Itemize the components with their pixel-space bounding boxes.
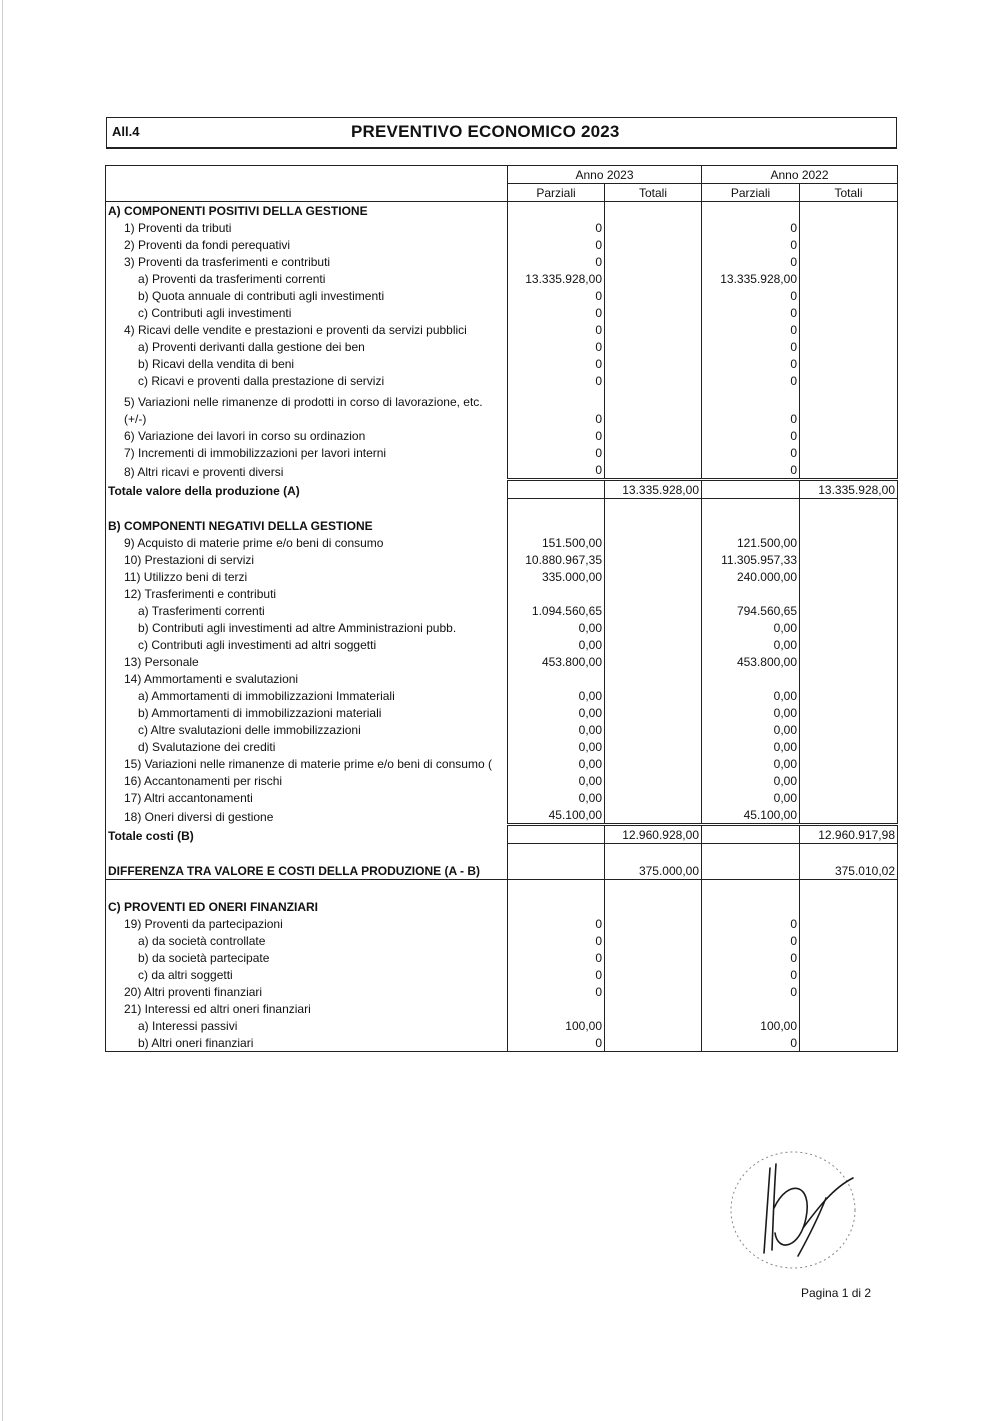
cell-totali-2022: [800, 619, 898, 636]
row-label: b) Quota annuale di contributi agli investimenti: [106, 287, 508, 304]
table-row: [106, 219, 898, 236]
budget-table: [105, 165, 898, 1052]
cell-parziali-2023: 0: [508, 287, 605, 304]
table-row: [106, 670, 898, 687]
spacer-row: [106, 880, 898, 899]
cell-totali-2023: [605, 270, 702, 287]
row-label: c) Contributi agli investimenti ad altri soggetti: [106, 636, 508, 653]
cell-parziali-2022: 0: [702, 966, 800, 983]
cell-totali-2023: [605, 372, 702, 389]
cell-totali-2022: [800, 338, 898, 355]
section-heading: B) COMPONENTI NEGATIVI DELLA GESTIONE: [106, 517, 508, 534]
cell-parziali-2023: 0: [508, 321, 605, 338]
year-header-row: [106, 166, 898, 184]
row-label: b) Ricavi della vendita di beni: [106, 355, 508, 372]
cell-parziali-2022: 0,00: [702, 619, 800, 636]
cell-parziali-2022: 0: [702, 219, 800, 236]
row-label: a) Proventi da trasferimenti correnti: [106, 270, 508, 287]
cell-parziali-2022: [702, 389, 800, 410]
table-row: [106, 270, 898, 287]
table-row: [106, 1034, 898, 1052]
row-label: 17) Altri accantonamenti: [106, 789, 508, 806]
table-row: [106, 1017, 898, 1034]
cell-totali-2023: [605, 653, 702, 670]
row-label: b) Altri oneri finanziari: [106, 1034, 508, 1052]
spacer-row: [106, 844, 898, 863]
cell-parziali-2022: 794.560,65: [702, 602, 800, 619]
table-row: [106, 534, 898, 551]
cell-totali-2023: [605, 444, 702, 461]
cell-totali-2023: [605, 1034, 702, 1052]
row-label: 12) Trasferimenti e contributi: [106, 585, 508, 602]
cell-parziali-2023: 0: [508, 219, 605, 236]
cell-parziali-2023: 0: [508, 1034, 605, 1052]
cell-totali-2023: [605, 636, 702, 653]
row-label: d) Svalutazione dei crediti: [106, 738, 508, 755]
cell-parziali-2022: 13.335.928,00: [702, 270, 800, 287]
cell-parziali-2023: 0,00: [508, 772, 605, 789]
cell-totali-2022: [800, 687, 898, 704]
row-label: a) da società controllate: [106, 932, 508, 949]
row-label: c) da altri soggetti: [106, 966, 508, 983]
cell-parziali-2022: 0,00: [702, 636, 800, 653]
cell-totali-2022: [800, 721, 898, 738]
table-row: [106, 704, 898, 721]
cell-totali-2023: [605, 287, 702, 304]
cell-parziali-2023: 0: [508, 444, 605, 461]
cell-totali-2023: [605, 966, 702, 983]
cell-parziali-2022: 0: [702, 410, 800, 427]
total-label: Totale costi (B): [106, 825, 508, 844]
table-row: [106, 738, 898, 755]
cell-parziali-2022: 0,00: [702, 704, 800, 721]
cell-totali-2023: [605, 389, 702, 410]
cell-totali-2022: [800, 253, 898, 270]
table-row: [106, 253, 898, 270]
cell-totali-2023: [605, 1000, 702, 1017]
cell-totali-2022: [800, 568, 898, 585]
cell-parziali-2023: 100,00: [508, 1017, 605, 1034]
cell-parziali-2023: 45.100,00: [508, 806, 605, 825]
cell-parziali-2023: 0,00: [508, 738, 605, 755]
table-row: [106, 389, 898, 410]
cell-totali-2023: [605, 461, 702, 480]
row-label: 15) Variazioni nelle rimanenze di materie prime e/o beni di consumo (: [106, 755, 508, 772]
table-row: [106, 517, 898, 534]
cell-parziali-2022: [702, 585, 800, 602]
table-row: [106, 202, 898, 220]
cell-totali-2022: [800, 915, 898, 932]
cell-parziali-2022: 0: [702, 461, 800, 480]
cell-parziali-2022: 0,00: [702, 772, 800, 789]
cell-totali-2023: 13.335.928,00: [605, 480, 702, 499]
cell-totali-2023: [605, 355, 702, 372]
parziali-2023-header: Parziali: [508, 184, 605, 202]
cell-totali-2023: [605, 321, 702, 338]
cell-totali-2023: [605, 738, 702, 755]
table-row: [106, 338, 898, 355]
section-heading: C) PROVENTI ED ONERI FINANZIARI: [106, 898, 508, 915]
cell-parziali-2022: 11.305.957,33: [702, 551, 800, 568]
table-row: [106, 966, 898, 983]
cell-totali-2022: [800, 551, 898, 568]
cell-parziali-2023: 0,00: [508, 789, 605, 806]
total-label: Totale valore della produzione (A): [106, 480, 508, 499]
cell-parziali-2023: 0: [508, 949, 605, 966]
cell-totali-2022: [800, 372, 898, 389]
cell-totali-2022: [800, 636, 898, 653]
cell-totali-2023: [605, 585, 702, 602]
cell-parziali-2022: 0: [702, 321, 800, 338]
cell-totali-2022: [800, 219, 898, 236]
cell-totali-2022: [800, 966, 898, 983]
cell-parziali-2023: 0,00: [508, 619, 605, 636]
cell-parziali-2023: 1.094.560,65: [508, 602, 605, 619]
cell-totali-2023: [605, 983, 702, 1000]
cell-parziali-2023: 10.880.967,35: [508, 551, 605, 568]
cell-totali-2022: [800, 287, 898, 304]
cell-totali-2022: [800, 355, 898, 372]
row-label: 14) Ammortamenti e svalutazioni: [106, 670, 508, 687]
totali-2023-header: Totali: [605, 184, 702, 202]
cell-totali-2022: [800, 304, 898, 321]
cell-totali-2022: [800, 772, 898, 789]
cell-parziali-2023: 0,00: [508, 687, 605, 704]
official-stamp-signature: [718, 1138, 868, 1278]
cell-parziali-2022: 0: [702, 338, 800, 355]
row-label: 19) Proventi da partecipazioni: [106, 915, 508, 932]
table-row: [106, 461, 898, 480]
totali-2022-header: Totali: [800, 184, 898, 202]
cell-parziali-2023: 0: [508, 915, 605, 932]
row-label: 5) Variazioni nelle rimanenze di prodotti in corso di lavorazione, etc.: [106, 389, 508, 410]
cell-totali-2022: [800, 806, 898, 825]
cell-parziali-2022: 0: [702, 1034, 800, 1052]
table-row: [106, 898, 898, 915]
page-number: Pagina 1 di 2: [801, 1286, 872, 1300]
cell-totali-2023: [605, 551, 702, 568]
cell-totali-2023: [605, 932, 702, 949]
spacer-row: [106, 499, 898, 518]
row-label: b) da società partecipate: [106, 949, 508, 966]
cell-parziali-2023: 0: [508, 253, 605, 270]
row-label: 1) Proventi da tributi: [106, 219, 508, 236]
cell-totali-2022: [800, 1034, 898, 1052]
row-label: b) Ammortamenti di immobilizzazioni materiali: [106, 704, 508, 721]
cell-totali-2022: [800, 1000, 898, 1017]
row-label: 13) Personale: [106, 653, 508, 670]
cell-totali-2022: [800, 444, 898, 461]
table-row: [106, 602, 898, 619]
cell-totali-2022: [800, 738, 898, 755]
row-label: c) Contributi agli investimenti: [106, 304, 508, 321]
table-row: [106, 653, 898, 670]
row-label: 4) Ricavi delle vendite e prestazioni e proventi da servizi pubblici: [106, 321, 508, 338]
cell-totali-2022: [800, 789, 898, 806]
cell-totali-2023: [605, 1017, 702, 1034]
cell-parziali-2022: 453.800,00: [702, 653, 800, 670]
table-row: [106, 1000, 898, 1017]
cell-parziali-2022: 0: [702, 304, 800, 321]
cell-totali-2023: [605, 789, 702, 806]
cell-totali-2023: [605, 534, 702, 551]
cell-totali-2023: [605, 721, 702, 738]
row-label: 7) Incrementi di immobilizzazioni per lavori interni: [106, 444, 508, 461]
cell-totali-2023: [605, 427, 702, 444]
cell-totali-2022: [800, 983, 898, 1000]
cell-totali-2023: [605, 338, 702, 355]
table-row: [106, 932, 898, 949]
cell-totali-2022: 13.335.928,00: [800, 480, 898, 499]
cell-totali-2022: [800, 427, 898, 444]
row-label: 21) Interessi ed altri oneri finanziari: [106, 1000, 508, 1017]
attachment-code: All.4: [112, 124, 140, 139]
cell-parziali-2022: 0: [702, 444, 800, 461]
cell-parziali-2023: 0,00: [508, 704, 605, 721]
cell-parziali-2023: [508, 585, 605, 602]
cell-totali-2023: [605, 806, 702, 825]
row-label: c) Altre svalutazioni delle immobilizzazioni: [106, 721, 508, 738]
cell-parziali-2023: 0: [508, 236, 605, 253]
cell-parziali-2023: 151.500,00: [508, 534, 605, 551]
cell-parziali-2022: 0,00: [702, 789, 800, 806]
row-label: a) Trasferimenti correnti: [106, 602, 508, 619]
cell-parziali-2022: 0: [702, 983, 800, 1000]
cell-totali-2023: [605, 755, 702, 772]
cell-parziali-2022: [702, 670, 800, 687]
cell-parziali-2022: 0: [702, 287, 800, 304]
table-row: [106, 687, 898, 704]
cell-totali-2023: [605, 687, 702, 704]
scan-edge-line: [2, 0, 3, 1421]
cell-totali-2022: [800, 932, 898, 949]
cell-totali-2023: [605, 619, 702, 636]
cell-parziali-2023: 0: [508, 461, 605, 480]
cell-totali-2023: [605, 410, 702, 427]
cell-parziali-2023: 0: [508, 372, 605, 389]
cell-parziali-2022: 0: [702, 915, 800, 932]
cell-totali-2022: [800, 755, 898, 772]
table-row: [106, 444, 898, 461]
cell-totali-2022: [800, 236, 898, 253]
row-label: 18) Oneri diversi di gestione: [106, 806, 508, 825]
difference-label: DIFFERENZA TRA VALORE E COSTI DELLA PRODUZIONE (A - B): [106, 862, 508, 880]
document-header: [106, 117, 897, 149]
subheader-row: [106, 184, 898, 202]
cell-parziali-2022: 0: [702, 372, 800, 389]
cell-parziali-2022: 0: [702, 932, 800, 949]
row-label: b) Contributi agli investimenti ad altre Amministrazioni pubb.: [106, 619, 508, 636]
table-row: [106, 372, 898, 389]
cell-totali-2023: [605, 236, 702, 253]
cell-parziali-2023: 0,00: [508, 721, 605, 738]
cell-parziali-2023: 0: [508, 983, 605, 1000]
cell-totali-2022: [800, 389, 898, 410]
stamp-ring: [731, 1152, 855, 1268]
row-label: 20) Altri proventi finanziari: [106, 983, 508, 1000]
cell-totali-2023: [605, 772, 702, 789]
cell-parziali-2023: [508, 389, 605, 410]
cell-parziali-2022: 0,00: [702, 755, 800, 772]
table-row: [106, 915, 898, 932]
parziali-2022-header: Parziali: [702, 184, 800, 202]
cell-totali-2023: 375.000,00: [605, 862, 702, 880]
table-row: [106, 721, 898, 738]
table-row: [106, 304, 898, 321]
cell-parziali-2022: 0: [702, 427, 800, 444]
cell-totali-2023: [605, 670, 702, 687]
table-row: [106, 619, 898, 636]
cell-parziali-2022: 100,00: [702, 1017, 800, 1034]
cell-totali-2022: [800, 1017, 898, 1034]
cell-totali-2022: [800, 704, 898, 721]
table-row: [106, 551, 898, 568]
table-row: [106, 755, 898, 772]
table-row: [106, 355, 898, 372]
cell-totali-2022: 12.960.917,98: [800, 825, 898, 844]
cell-parziali-2023: 453.800,00: [508, 653, 605, 670]
table-row: [106, 636, 898, 653]
cell-totali-2023: [605, 602, 702, 619]
year-2022-header: Anno 2022: [702, 166, 898, 184]
cell-totali-2023: [605, 304, 702, 321]
cell-parziali-2023: 0: [508, 966, 605, 983]
cell-parziali-2023: 0: [508, 427, 605, 444]
section-heading: A) COMPONENTI POSITIVI DELLA GESTIONE: [106, 202, 508, 220]
cell-totali-2022: [800, 585, 898, 602]
row-label: (+/-): [106, 410, 508, 427]
table-row: [106, 806, 898, 825]
signature-strokes: [764, 1164, 853, 1256]
page-title: PREVENTIVO ECONOMICO 2023: [351, 122, 620, 141]
cell-totali-2022: [800, 410, 898, 427]
cell-parziali-2023: 0: [508, 304, 605, 321]
row-label: 2) Proventi da fondi perequativi: [106, 236, 508, 253]
row-label: a) Proventi derivanti dalla gestione dei ben: [106, 338, 508, 355]
cell-parziali-2022: 45.100,00: [702, 806, 800, 825]
row-label: 9) Acquisto di materie prime e/o beni di consumo: [106, 534, 508, 551]
row-label: 16) Accantonamenti per rischi: [106, 772, 508, 789]
table-row: [106, 949, 898, 966]
cell-totali-2023: [605, 949, 702, 966]
cell-parziali-2023: 0: [508, 338, 605, 355]
table-row: [106, 410, 898, 427]
table-row: [106, 983, 898, 1000]
cell-parziali-2022: 0: [702, 253, 800, 270]
row-label: 11) Utilizzo beni di terzi: [106, 568, 508, 585]
row-label: a) Interessi passivi: [106, 1017, 508, 1034]
table-row: [106, 772, 898, 789]
cell-parziali-2023: 0,00: [508, 755, 605, 772]
table-row: [106, 236, 898, 253]
cell-parziali-2022: [702, 1000, 800, 1017]
cell-parziali-2023: 0: [508, 410, 605, 427]
cell-parziali-2023: [508, 670, 605, 687]
cell-totali-2022: [800, 670, 898, 687]
cell-parziali-2022: 0,00: [702, 738, 800, 755]
cell-totali-2022: 375.010,02: [800, 862, 898, 880]
cell-totali-2022: [800, 321, 898, 338]
row-label: 10) Prestazioni di servizi: [106, 551, 508, 568]
cell-parziali-2022: 0: [702, 949, 800, 966]
cell-parziali-2023: 335.000,00: [508, 568, 605, 585]
total-row: [106, 825, 898, 844]
total-row: [106, 480, 898, 499]
cell-parziali-2022: 0: [702, 236, 800, 253]
row-label: 6) Variazione dei lavori in corso su ordinazion: [106, 427, 508, 444]
table-row: [106, 568, 898, 585]
cell-totali-2023: 12.960.928,00: [605, 825, 702, 844]
cell-parziali-2022: 240.000,00: [702, 568, 800, 585]
cell-totali-2023: [605, 915, 702, 932]
cell-parziali-2022: 0,00: [702, 721, 800, 738]
table-row: [106, 321, 898, 338]
cell-parziali-2023: 13.335.928,00: [508, 270, 605, 287]
row-label: a) Ammortamenti di immobilizzazioni Immateriali: [106, 687, 508, 704]
cell-parziali-2022: 0,00: [702, 687, 800, 704]
difference-row: [106, 862, 898, 880]
cell-parziali-2023: [508, 1000, 605, 1017]
row-label: 8) Altri ricavi e proventi diversi: [106, 461, 508, 480]
year-2023-header: Anno 2023: [508, 166, 702, 184]
cell-parziali-2022: 0: [702, 355, 800, 372]
cell-totali-2023: [605, 253, 702, 270]
row-label: 3) Proventi da trasferimenti e contributi: [106, 253, 508, 270]
cell-totali-2023: [605, 568, 702, 585]
table-row: [106, 287, 898, 304]
cell-totali-2022: [800, 461, 898, 480]
cell-totali-2022: [800, 270, 898, 287]
cell-totali-2023: [605, 704, 702, 721]
cell-parziali-2023: 0,00: [508, 636, 605, 653]
cell-parziali-2023: 0: [508, 932, 605, 949]
row-label: c) Ricavi e proventi dalla prestazione di servizi: [106, 372, 508, 389]
cell-parziali-2022: 121.500,00: [702, 534, 800, 551]
cell-totali-2022: [800, 653, 898, 670]
cell-parziali-2023: 0: [508, 355, 605, 372]
table-row: [106, 789, 898, 806]
cell-totali-2023: [605, 219, 702, 236]
cell-totali-2022: [800, 534, 898, 551]
cell-totali-2022: [800, 949, 898, 966]
table-row: [106, 585, 898, 602]
table-row: [106, 427, 898, 444]
cell-totali-2022: [800, 602, 898, 619]
